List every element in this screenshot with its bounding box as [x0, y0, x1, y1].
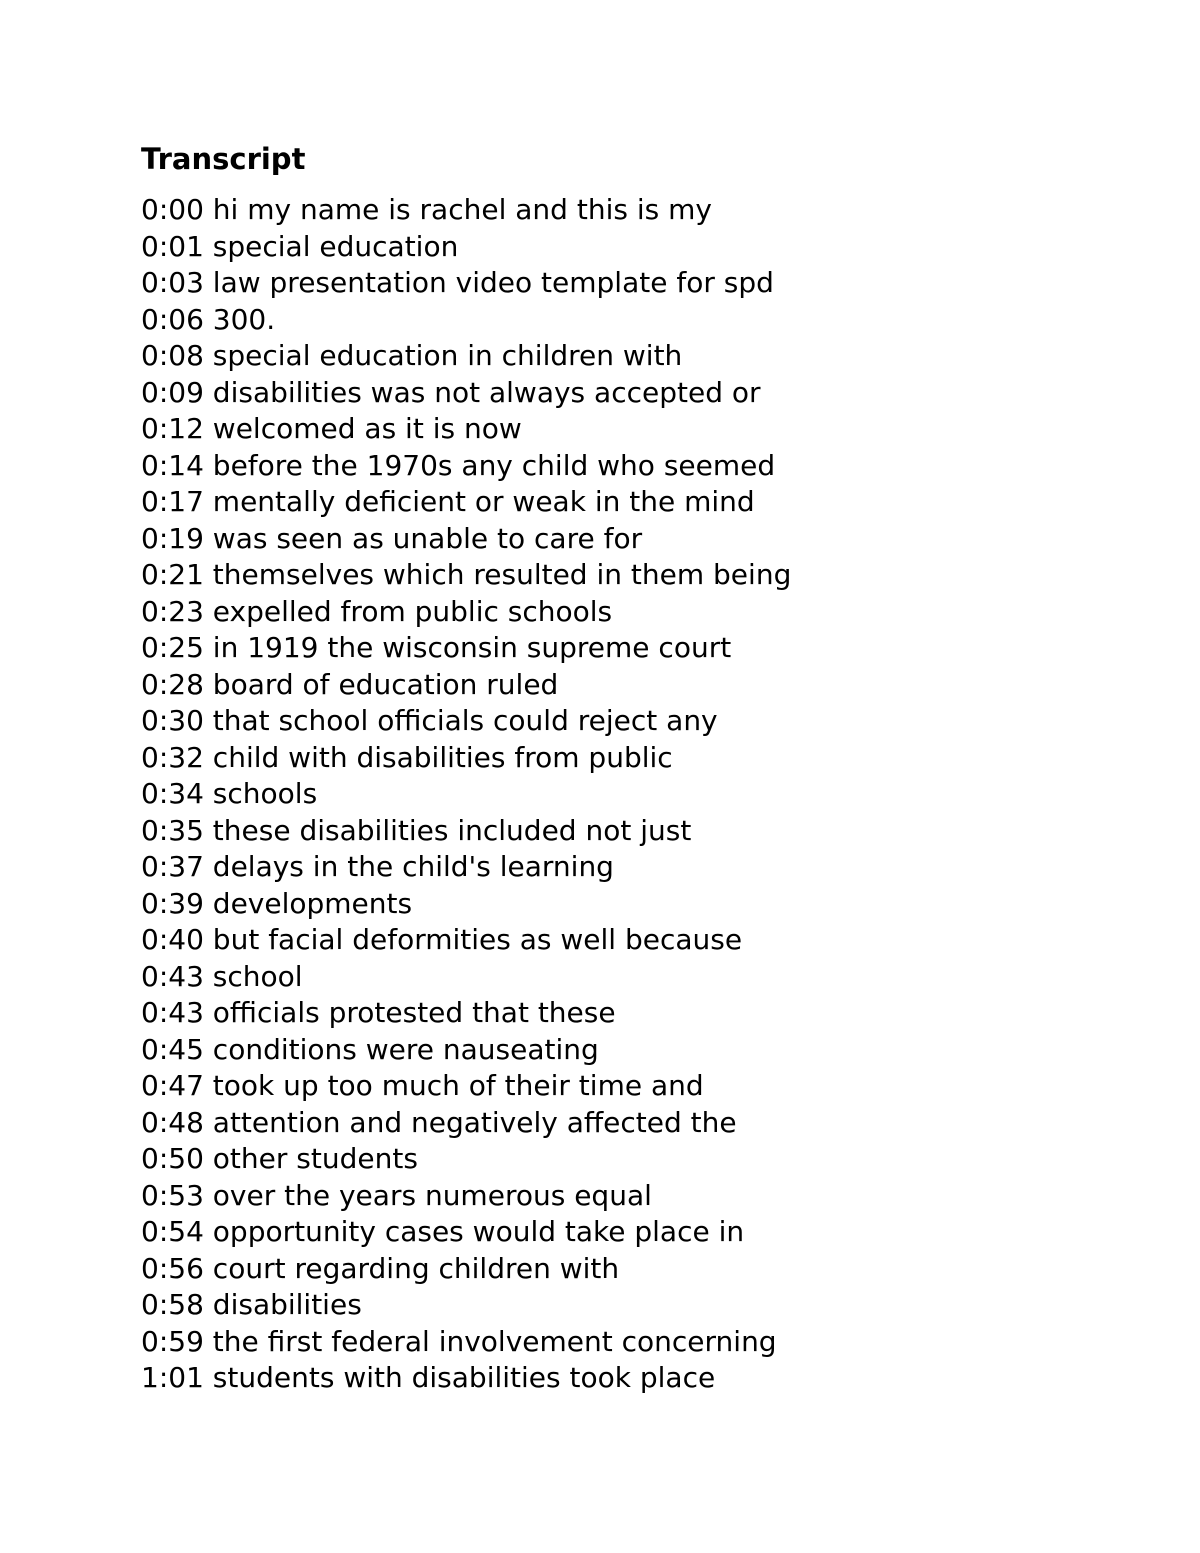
timestamp: 0:12: [141, 412, 204, 445]
page-title: Transcript: [141, 142, 306, 176]
transcript-text: attention and negatively affected the: [212, 1105, 737, 1139]
timestamp: 0:56: [141, 1251, 204, 1285]
transcript-text: disabilities was not always accepted or: [212, 375, 761, 409]
transcript-text: mentally deficient or weak in the mind: [212, 485, 755, 518]
transcript-line: [141, 229, 1141, 266]
transcript-line: [141, 1214, 1141, 1251]
timestamp: 0:06: [141, 302, 204, 336]
transcript-line: [141, 667, 1141, 704]
timestamp: 0:34: [141, 777, 204, 810]
transcript-line: [141, 265, 1141, 302]
timestamp: 0:14: [141, 448, 204, 482]
transcript-text: took up too much of their time and: [212, 1069, 704, 1102]
timestamp: 0:30: [141, 704, 204, 737]
timestamp: 0:25: [141, 631, 204, 664]
transcript-text: school: [212, 959, 303, 993]
timestamp: 1:01: [141, 1361, 204, 1394]
transcript-line: [141, 959, 1141, 996]
transcript-line: [141, 1141, 1141, 1178]
transcript-line: [141, 521, 1141, 558]
timestamp: 0:32: [141, 740, 204, 774]
transcript-text: opportunity cases would take place in: [212, 1215, 745, 1248]
timestamp: 0:23: [141, 594, 204, 628]
transcript-line: [141, 922, 1141, 959]
transcript-line: [141, 1178, 1141, 1215]
transcript-line: [141, 703, 1141, 740]
transcript-line: [141, 776, 1141, 813]
transcript-list: [141, 192, 1141, 1397]
transcript-line: [141, 192, 1141, 229]
transcript-text: was seen as unable to care for: [212, 521, 643, 555]
timestamp: 0:53: [141, 1178, 204, 1212]
transcript-line: [141, 849, 1141, 886]
transcript-text: in 1919 the wisconsin supreme court: [212, 631, 732, 664]
timestamp: 0:17: [141, 485, 204, 518]
transcript-text: the first federal involvement concerning: [212, 1324, 777, 1358]
timestamp: 0:19: [141, 521, 204, 555]
timestamp: 0:40: [141, 923, 204, 956]
transcript-text: hi my name is rachel and this is my: [212, 193, 712, 226]
timestamp: 0:39: [141, 886, 204, 920]
transcript-line: [141, 740, 1141, 777]
transcript-text: welcomed as it is now: [212, 412, 522, 445]
transcript-text: court regarding children with: [212, 1251, 620, 1285]
transcript-line: [141, 1324, 1141, 1361]
document-page: [141, 140, 1141, 1397]
transcript-line: [141, 630, 1141, 667]
timestamp: 0:45: [141, 1032, 204, 1066]
transcript-text: special education in children with: [212, 339, 683, 372]
transcript-text: students with disabilities took place: [212, 1361, 716, 1394]
timestamp: 0:54: [141, 1215, 204, 1248]
transcript-text: schools: [212, 777, 318, 810]
transcript-line: [141, 1251, 1141, 1288]
transcript-line: [141, 557, 1141, 594]
timestamp: 0:03: [141, 266, 204, 299]
transcript-text: themselves which resulted in them being: [212, 558, 792, 591]
transcript-line: [141, 338, 1141, 375]
transcript-text: board of education ruled: [212, 667, 559, 701]
timestamp: 0:58: [141, 1288, 204, 1321]
transcript-line: [141, 1105, 1141, 1142]
timestamp: 0:47: [141, 1069, 204, 1102]
transcript-text: these disabilities included not just: [212, 813, 692, 847]
transcript-line: [141, 995, 1141, 1032]
timestamp: 0:35: [141, 813, 204, 847]
transcript-line: [141, 1032, 1141, 1069]
transcript-text: law presentation video template for spd: [212, 266, 774, 299]
transcript-line: [141, 813, 1141, 850]
timestamp: 0:09: [141, 375, 204, 409]
transcript-line: [141, 411, 1141, 448]
transcript-text: child with disabilities from public: [212, 740, 673, 774]
timestamp: 0:08: [141, 339, 204, 372]
timestamp: 0:37: [141, 850, 204, 883]
transcript-line: [141, 1360, 1141, 1397]
timestamp: 0:28: [141, 667, 204, 701]
transcript-text: over the years numerous equal: [212, 1178, 652, 1212]
timestamp: 0:48: [141, 1105, 204, 1139]
timestamp: 0:59: [141, 1324, 204, 1358]
transcript-text: other students: [212, 1142, 418, 1175]
transcript-line: [141, 886, 1141, 923]
transcript-line: [141, 484, 1141, 521]
transcript-line: [141, 1068, 1141, 1105]
transcript-text: delays in the child's learning: [212, 850, 614, 883]
transcript-text: that school officials could reject any: [212, 704, 718, 737]
transcript-line: [141, 375, 1141, 412]
transcript-text: expelled from public schools: [212, 594, 613, 628]
transcript-text: 300.: [212, 302, 276, 336]
timestamp: 0:21: [141, 558, 204, 591]
timestamp: 0:43: [141, 959, 204, 993]
timestamp: 0:50: [141, 1142, 204, 1175]
transcript-line: [141, 302, 1141, 339]
transcript-text: before the 1970s any child who seemed: [212, 448, 776, 482]
timestamp: 0:01: [141, 229, 204, 263]
transcript-text: special education: [212, 229, 459, 263]
timestamp: 0:43: [141, 996, 204, 1029]
transcript-text: conditions were nauseating: [212, 1032, 599, 1066]
transcript-text: developments: [212, 886, 413, 920]
transcript-text: officials protested that these: [212, 996, 616, 1029]
transcript-line: [141, 448, 1141, 485]
transcript-text: disabilities: [212, 1288, 362, 1321]
transcript-line: [141, 1287, 1141, 1324]
transcript-line: [141, 594, 1141, 631]
transcript-text: but facial deformities as well because: [212, 923, 743, 956]
timestamp: 0:00: [141, 193, 204, 226]
